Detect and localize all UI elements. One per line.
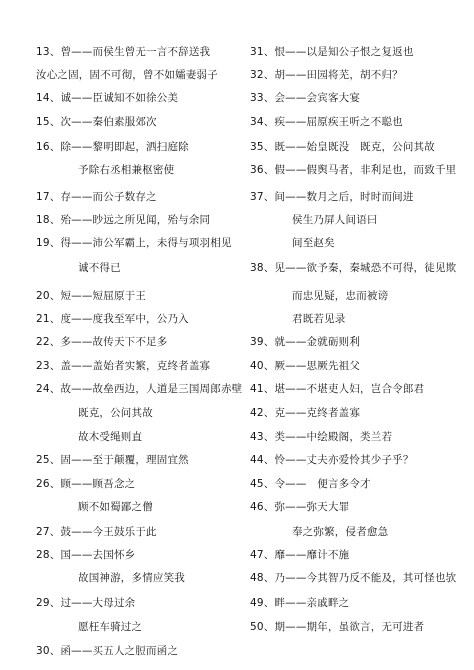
entry-line: 42、克——克终者盖寡 [250, 407, 361, 419]
entry-line: 汝心之固，固不可彻，曾不如孀妻弱子 [36, 69, 218, 81]
entry-line: 36、假——假舆马者，非利足也，而致千里 [250, 164, 457, 176]
entry-line: 奉之弥繁，侵者愈急 [292, 526, 389, 538]
entry-line: 诚不得已 [78, 262, 121, 274]
entry-line: 27、鼓——今王鼓乐于此 [36, 526, 157, 538]
entry-line: 17、存——而公子数存之 [36, 191, 157, 203]
entry-line: 44、怜——丈夫亦爱怜其少子乎？ [250, 454, 414, 466]
entry-line: 37、间——数月之后，时时而间进 [250, 191, 414, 203]
entry-line: 41、堪——不堪吏人妇，岂合令郎君 [250, 383, 425, 395]
entry-line: 50、期——期年，虽欲言，无可进者 [250, 621, 425, 633]
entry-line: 24、故——故垒西边，人道是三国周郎赤壁 [36, 383, 243, 395]
entry-line: 48、乃——今其智乃反不能及，其可怪也欤 [250, 572, 457, 584]
entry-line: 46、弥——弥天大罪 [250, 501, 350, 513]
entry-line: 30、函——买五人之脰而函之 [36, 645, 179, 657]
entry-line: 23、盖——盖始者实繁，克终者盖寡 [36, 360, 211, 372]
entry-line: 间至赵矣 [292, 237, 335, 249]
entry-line: 既克，公问其故 [78, 407, 153, 419]
entry-line: 38、见——欲予秦，秦城恐不可得，徒见欺 [250, 262, 457, 274]
entry-line: 21、度——度我至军中，公乃入 [36, 313, 189, 325]
entry-line: 侯生乃屏人间语曰 [292, 214, 378, 226]
entry-line: 34、疾——屈原疾王听之不聪也 [250, 116, 403, 128]
entry-line: 22、多——故传天下不足多 [36, 336, 168, 348]
entry-line: 予除右丞相兼枢密使 [78, 164, 175, 176]
entry-line: 18、殆——眇远之所见闻，殆与余同 [36, 214, 211, 226]
entry-line: 19、得——沛公军霸上，未得与项羽相见 [36, 237, 232, 249]
entry-line: 顾不如蜀鄙之僧 [78, 501, 153, 513]
entry-line: 39、就——金就砺则利 [250, 336, 361, 348]
entry-line: 31、恨——以是知公子恨之复返也 [250, 46, 414, 58]
entry-line: 28、国——去国怀乡 [36, 549, 136, 561]
entry-line: 26、顾——顾吾念之 [36, 478, 136, 490]
entry-line: 43、类——中绘殿阁，类兰若 [250, 431, 393, 443]
entry-line: 47、靡——靡计不施 [250, 549, 350, 561]
entry-line: 49、畔——亲戚畔之 [250, 597, 350, 609]
entry-line: 愿枉车骑过之 [78, 621, 143, 633]
entry-line: 故木受绳则直 [78, 431, 143, 443]
entry-line: 25、固——至于颠覆，理固宜然 [36, 454, 189, 466]
entry-line: 33、会——会宾客大宴 [250, 92, 361, 104]
entry-line: 32、胡——田园将芜，胡不归？ [250, 69, 403, 81]
entry-line: 君既若见录 [292, 313, 346, 325]
entry-line: 40、厥——思厥先祖父 [250, 360, 361, 372]
entry-line: 13、曾——而侯生曾无一言不辞送我 [36, 46, 211, 58]
entry-line: 20、短——短屈原于王 [36, 290, 147, 302]
entry-line: 故国神游，多情应笑我 [78, 572, 185, 584]
entry-line: 35、既——始皇既没 既克，公问其故 [250, 141, 435, 153]
entry-line: 15、次——秦伯素服郊次 [36, 116, 157, 128]
entry-line: 而忠见疑，忠而被谤 [292, 290, 389, 302]
entry-line: 14、诚——臣诚知不如徐公美 [36, 92, 179, 104]
entry-line: 16、除——黎明即起，洒扫庭除 [36, 141, 189, 153]
entry-line: 45、令—— 便言多令才 [250, 478, 371, 490]
entry-line: 29、过——大母过余 [36, 597, 136, 609]
